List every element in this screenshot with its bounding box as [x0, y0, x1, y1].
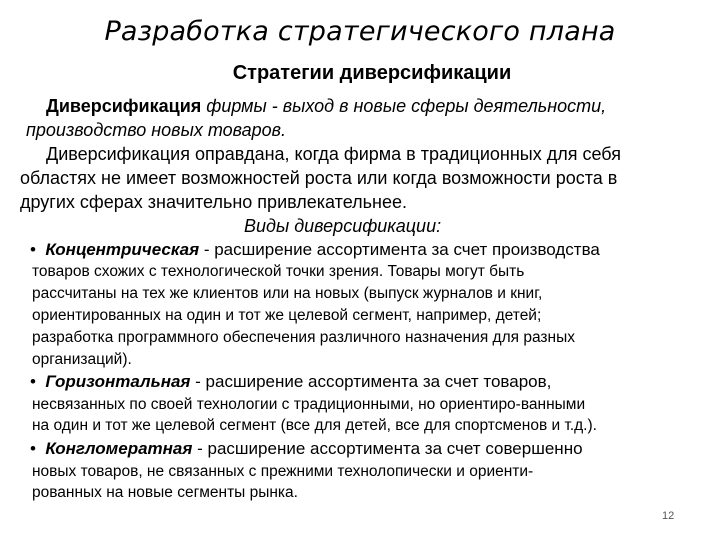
bullet-line: разработка программного обеспечения различного назначения для разных — [32, 329, 575, 346]
definition-term: Диверсификация — [46, 96, 202, 116]
page-number: 12 — [662, 510, 675, 522]
bullet-line: организаций). — [32, 351, 132, 368]
slide-title: Разработка стратегического плана — [104, 16, 616, 47]
slide-subtitle: Стратегии диверсификации — [232, 62, 512, 84]
bullet-term: Концентрическая — [45, 240, 200, 259]
bullet-line: новых товаров, не связанных с прежними технолопически и ориенти- — [32, 463, 534, 480]
definition-line-1 — [46, 94, 606, 118]
bullet-text: - расширение ассортимента за счет товаров, — [190, 372, 552, 391]
bullet-marker: • — [30, 372, 36, 391]
definition-text: фирмы - выход в новые сферы деятельности, — [201, 96, 607, 116]
bullet-term: Конгломератная — [45, 439, 193, 458]
bullet-term: Горизонтальная — [45, 372, 191, 391]
definition-line-2: производство новых товаров. — [26, 120, 287, 140]
justification-line-1: Диверсификация оправдана, когда фирма в традиционных для себя — [46, 144, 621, 164]
bullet-horizontal — [30, 370, 551, 394]
bullet-line: несвязанных по своей технологии с традиционными, но ориентиро-ванными — [32, 396, 586, 413]
bullet-concentric — [30, 238, 600, 262]
bullet-line: рассчитаны на тех же клиентов или на новых (выпуск журналов и книг, — [32, 285, 543, 302]
types-heading: Виды диверсификации: — [244, 216, 442, 236]
bullet-text: - расширение ассортимента за счет совершенно — [192, 439, 583, 458]
bullet-text: - расширение ассортимента за счет производства — [199, 240, 600, 259]
bullet-line: рованных на новые сегменты рынка. — [32, 484, 298, 501]
bullet-line: товаров схожих с технологической точки зрения. Товары могут быть — [32, 263, 525, 280]
bullet-line: ориентированных на один и тот же целевой сегмент, например, детей; — [32, 307, 542, 324]
bullet-marker: • — [30, 240, 36, 259]
bullet-conglomerate — [30, 437, 583, 461]
bullet-line: на один и тот же целевой сегмент (все для детей, все для спортсменов и т.д.). — [32, 417, 597, 434]
justification-line-2: областях не имеет возможностей роста или когда возможности роста в — [20, 168, 618, 188]
bullet-marker: • — [30, 439, 36, 458]
justification-line-3: других сферах значительно привлекательнее. — [20, 192, 407, 212]
